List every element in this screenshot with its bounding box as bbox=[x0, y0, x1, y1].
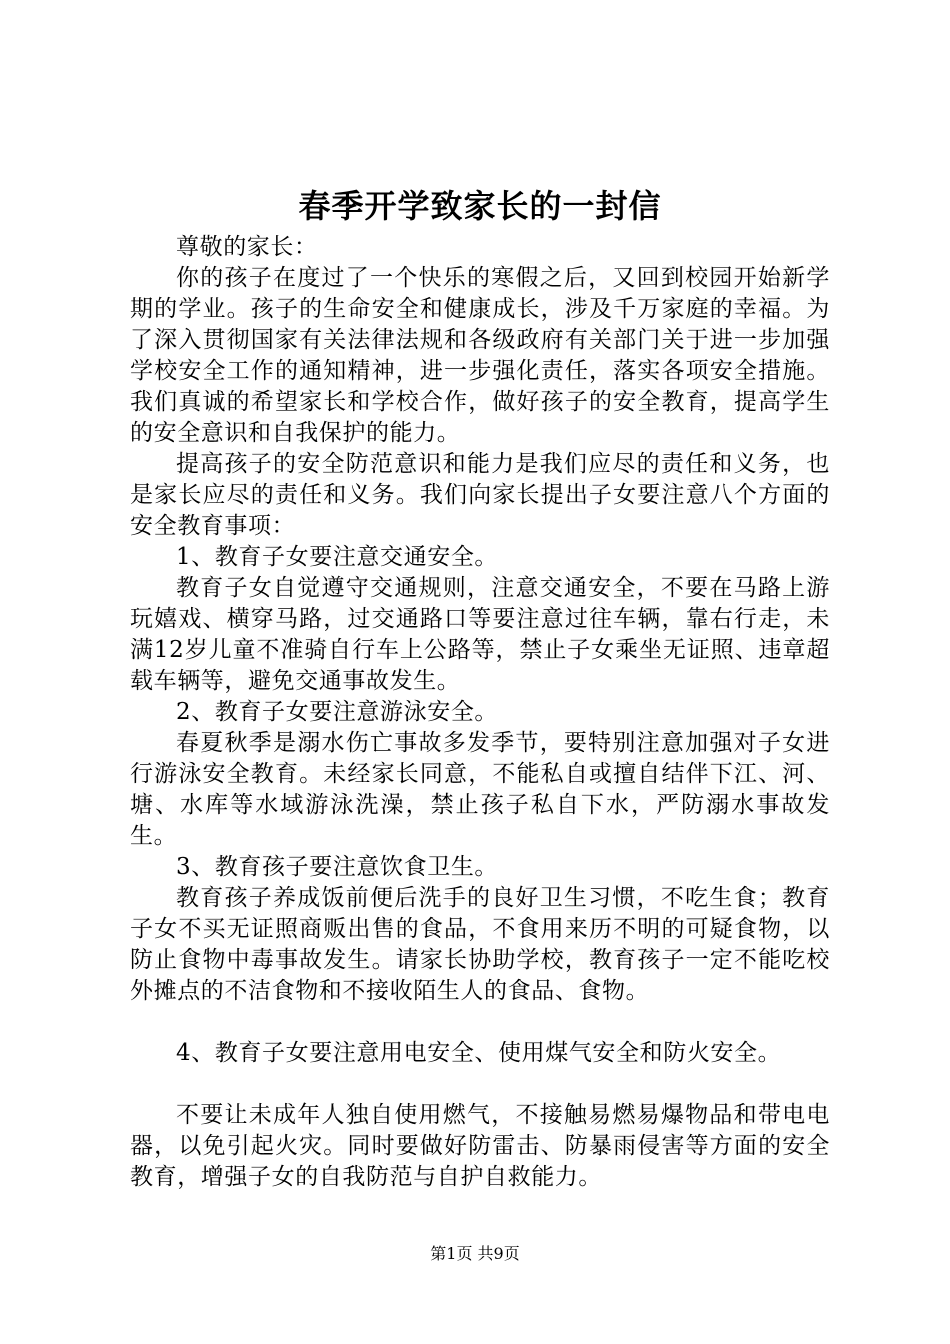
document-page bbox=[130, 184, 830, 1193]
document-title: 春季开学致家长的一封信 bbox=[298, 187, 662, 225]
item-text-traffic: 教育子女自觉遵守交通规则，注意交通安全，不要在马路上游玩嬉戏、横穿马路，过交通路口等要注意过往车辆，靠右行走，未满12岁儿童不准骑自行车上公路等，禁止子女乘坐无证照、违章超载车辆等，避免交通事故发生。 bbox=[130, 575, 830, 694]
item-heading-electricity: 4、教育子女要注意用电安全、使用煤气安全和防火安全。 bbox=[176, 1040, 782, 1066]
item-heading-traffic: 1、教育子女要注意交通安全。 bbox=[176, 544, 499, 570]
document-body bbox=[130, 232, 830, 1193]
item-text-swimming: 春夏秋季是溺水伤亡事故多发季节，要特别注意加强对子女进行游泳安全教育。未经家长同意，不能私自或擅自结伴下江、河、塘、水库等水域游泳洗澡，禁止孩子私自下水，严防溺水事故发生。 bbox=[130, 730, 830, 849]
item-heading-food: 3、教育孩子要注意饮食卫生。 bbox=[176, 854, 499, 880]
page-footer: 第1页 共9页 bbox=[430, 1244, 520, 1263]
item-text-electricity: 不要让未成年人独自使用燃气，不接触易燃易爆物品和带电电器，以免引起火灾。同时要做好防雷击、防暴雨侵害等方面的安全教育，增强子女的自我防范与自护自救能力。 bbox=[130, 1102, 830, 1190]
paragraph-intro: 你的孩子在度过了一个快乐的寒假之后，又回到校园开始新学期的学业。孩子的生命安全和健康成长，涉及千万家庭的幸福。为了深入贯彻国家有关法律法规和各级政府有关部门关于进一步加强学校安全工作的通知精神，进一步强化责任，落实各项安全措施。我们真诚的希望家长和学校合作，做好孩子的安全教育，提高学生的安全意识和自我保护的能力。 bbox=[130, 265, 830, 446]
item-heading-swimming: 2、教育子女要注意游泳安全。 bbox=[176, 699, 499, 725]
salutation: 尊敬的家长： bbox=[176, 234, 318, 260]
item-text-food: 教育孩子养成饭前便后洗手的良好卫生习惯，不吃生食；教育子女不买无证照商贩出售的食品，不食用来历不明的可疑食物，以防止食物中毒事故发生。请家长协助学校，教育孩子一定不能吃校外摊点的不洁食物和不接收陌生人的食品、食物。 bbox=[130, 885, 830, 1004]
paragraph-responsibility: 提高孩子的安全防范意识和能力是我们应尽的责任和义务，也是家长应尽的责任和义务。我们向家长提出子女要注意八个方面的安全教育事项： bbox=[130, 451, 830, 539]
